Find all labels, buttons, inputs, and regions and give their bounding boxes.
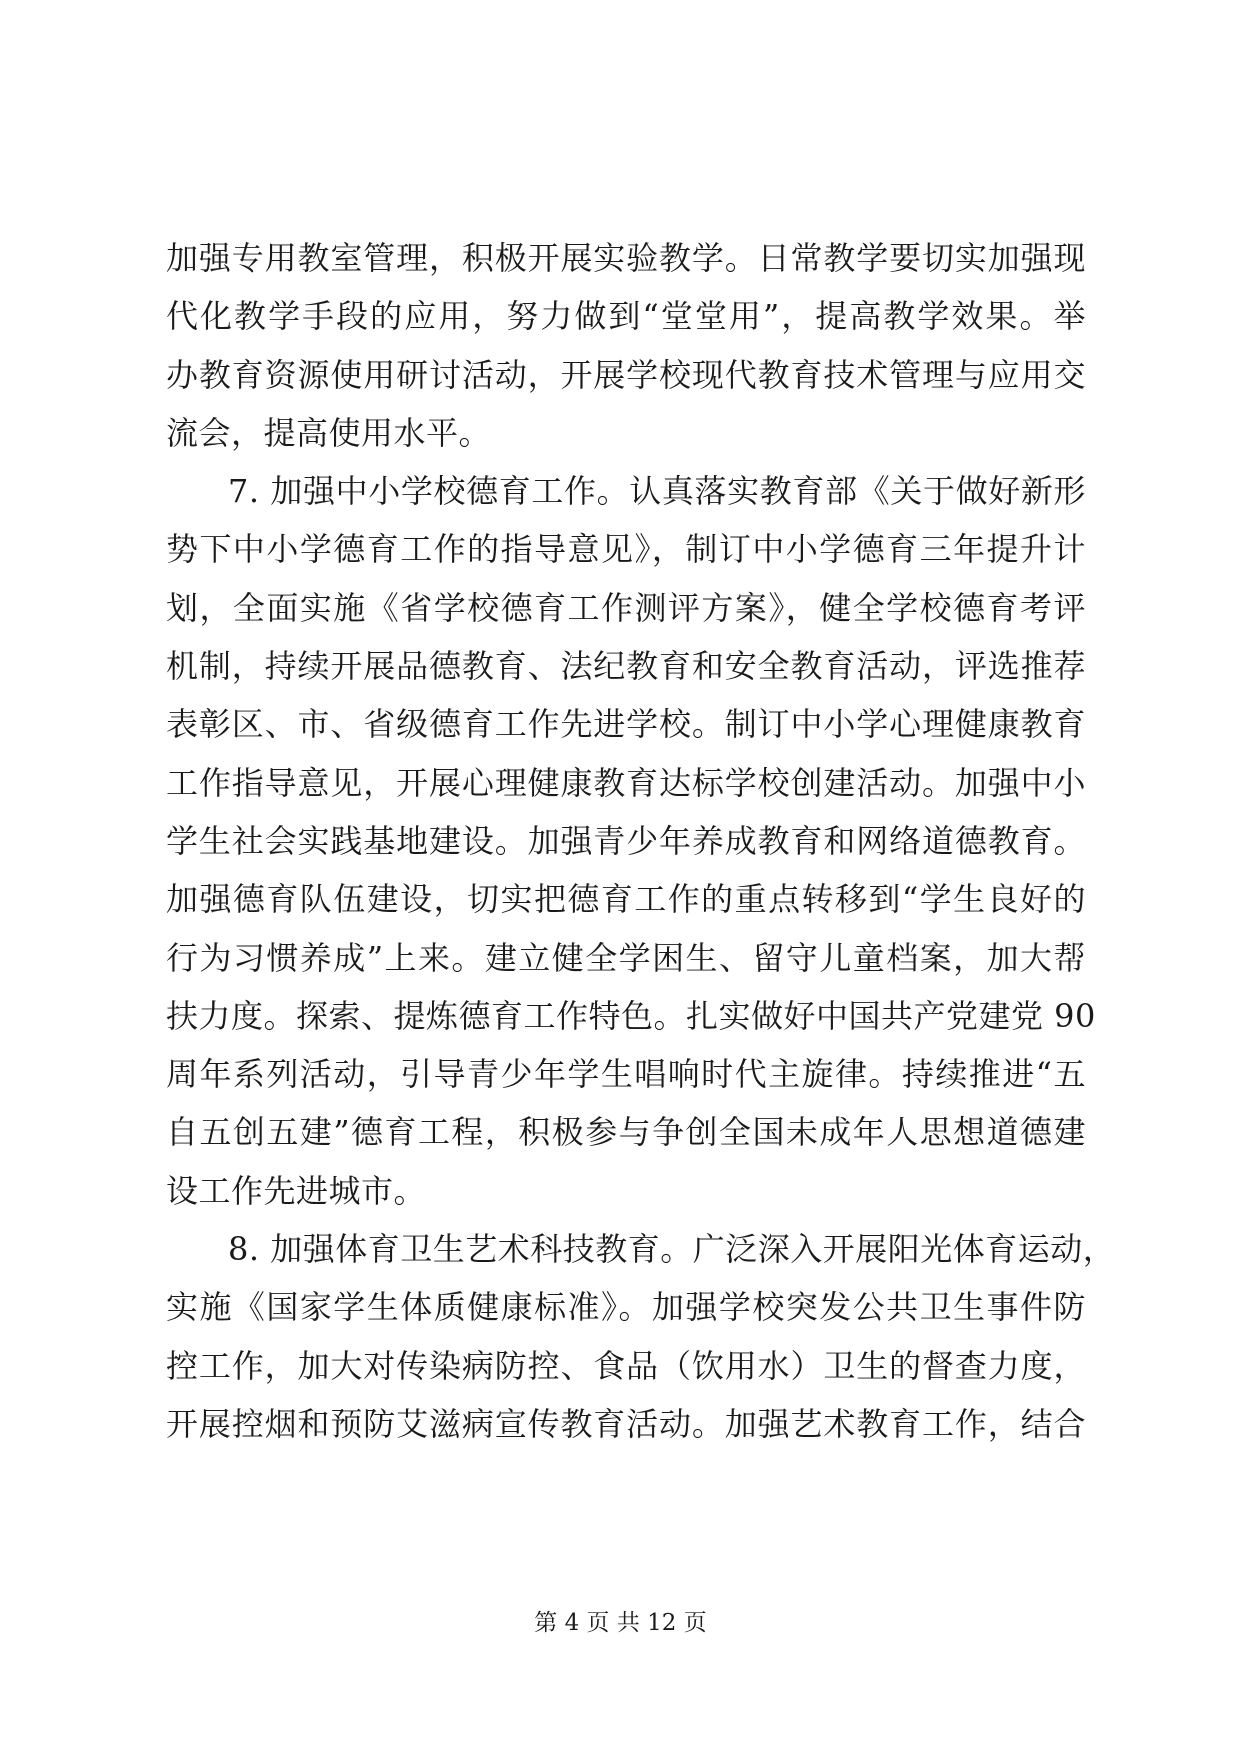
- text-line: 控工作，加大对传染病防控、食品（饮用水）卫生的督查力度，: [166, 1346, 1086, 1385]
- section-8-heading-line: 8. 加强体育卫生艺术科技教育。广泛深入开展阳光体育运动，: [228, 1230, 1116, 1269]
- text-line: 机制，持续开展品德教育、法纪教育和安全教育活动，评选推荐: [166, 647, 1086, 686]
- text-line: 办教育资源使用研讨活动，开展学校现代教育技术管理与应用交: [166, 355, 1086, 394]
- text-line: 扶力度。探索、提炼德育工作特色。扎实做好中国共产党建党 90: [166, 996, 1096, 1035]
- section-7-heading-line: 7. 加强中小学校德育工作。认真落实教育部《关于做好新形: [228, 472, 1086, 511]
- text-line: 自五创五建”德育工程，积极参与争创全国未成年人思想道德建: [166, 1113, 1086, 1152]
- text-line: 工作指导意见，开展心理健康教育达标学校创建活动。加强中小: [166, 763, 1086, 802]
- text-line: 代化教学手段的应用，努力做到“堂堂用”，提高教学效果。举: [166, 297, 1086, 336]
- page-number-footer: 第 4 页 共 12 页: [534, 1610, 707, 1636]
- text-line: 学生社会实践基地建设。加强青少年养成教育和网络道德教育。: [166, 821, 1086, 860]
- text-line: 开展控烟和预防艾滋病宣传教育活动。加强艺术教育工作，结合: [166, 1404, 1086, 1443]
- text-line: 实施《国家学生体质健康标准》。加强学校突发公共卫生事件防: [166, 1288, 1086, 1327]
- text-line: 行为习惯养成”上来。建立健全学困生、留守儿童档案，加大帮: [166, 938, 1086, 977]
- body-text: [166, 229, 1116, 1453]
- text-line: 流会，提高使用水平。: [166, 413, 492, 452]
- text-line: 周年系列活动，引导青少年学生唱响时代主旋律。持续推进“五: [166, 1055, 1086, 1094]
- text-line: 加强德育队伍建设，切实把德育工作的重点转移到“学生良好的: [166, 880, 1086, 919]
- text-line: 设工作先进城市。: [166, 1171, 427, 1210]
- text-line: 加强专用教室管理，积极开展实验教学。日常教学要切实加强现: [166, 239, 1086, 277]
- text-line: 划，全面实施《省学校德育工作测评方案》，健全学校德育考评: [166, 588, 1086, 627]
- text-line: 表彰区、市、省级德育工作先进学校。制订中小学心理健康教育: [166, 705, 1086, 744]
- text-line: 势下中小学德育工作的指导意见》，制订中小学德育三年提升计: [166, 530, 1086, 569]
